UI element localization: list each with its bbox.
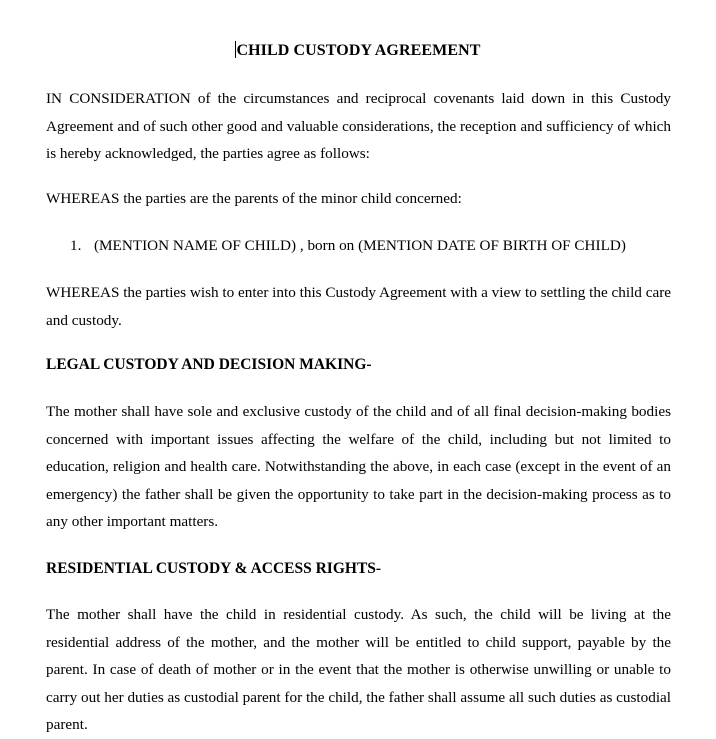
whereas-paragraph-2: WHEREAS the parties wish to enter into this Custody Agreement with a view to settling the child care and custody.	[46, 284, 671, 329]
section-heading-residential-custody: RESIDENTIAL CUSTODY & ACCESS RIGHTS-	[46, 560, 382, 577]
legal-custody-paragraph: The mother shall have sole and exclusive custody of the child and of all final decision-making bodies concerned with important issues affecting the welfare of the child, including but not limited to education, religion and health care. Notwithstanding the above, in each case (except in the event of an emergency) the father shall be given the opportunity to take part in the decision-making process as to any other important matters.	[46, 403, 671, 530]
document-title	[0, 41, 716, 61]
list-item-text: (MENTION NAME OF CHILD) , born on (MENTION DATE OF BIRTH OF CHILD)	[94, 237, 626, 254]
residential-custody-paragraph: The mother shall have the child in residential custody. As such, the child will be living at the residential address of the mother, and the mother will be entitled to child support, payable by the parent. In case of death of mother or in the event that the mother is otherwise unwilling or unable to carry out her duties as custodial parent for the child, the father shall assume all such duties as custodial parent.	[46, 606, 671, 733]
list-item	[70, 236, 626, 256]
document-title-text: CHILD CUSTODY AGREEMENT	[236, 42, 481, 59]
whereas-paragraph-1: WHEREAS the parties are the parents of the minor child concerned:	[46, 190, 462, 207]
intro-paragraph: IN CONSIDERATION of the circumstances and reciprocal covenants laid down in this Custody Agreement and of such other good and valuable considerations, the reception and sufficiency of which is hereby acknowledged, the parties agree as follows:	[46, 90, 671, 162]
section-heading-legal-custody: LEGAL CUSTODY AND DECISION MAKING-	[46, 356, 372, 373]
list-item-number: 1.	[70, 237, 82, 254]
